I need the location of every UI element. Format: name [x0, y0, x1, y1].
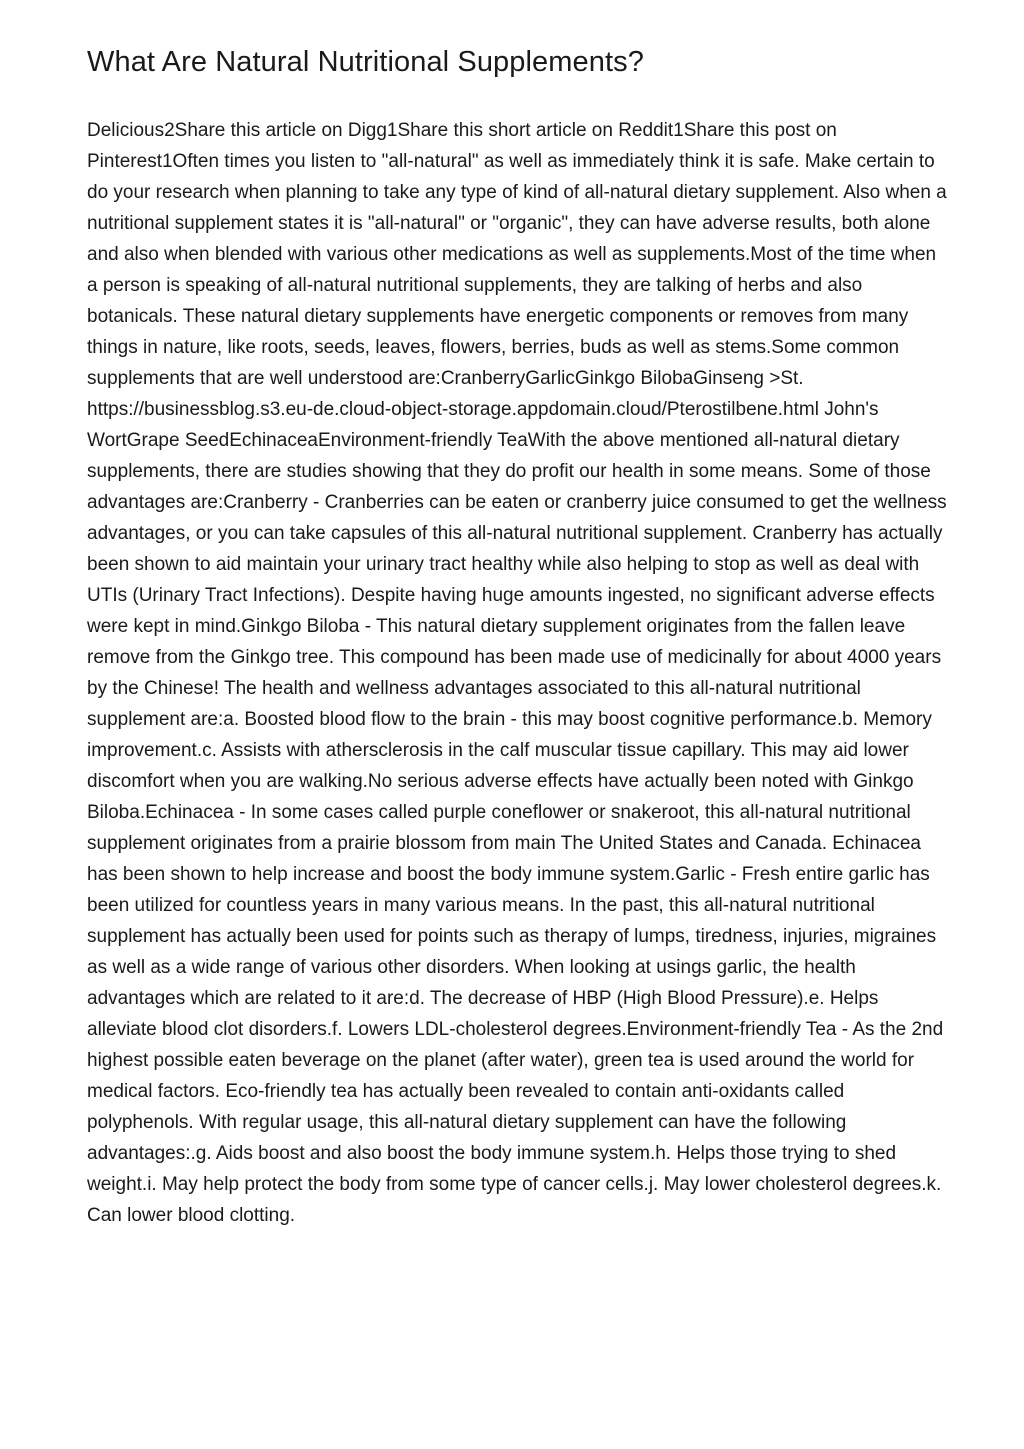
document-page [87, 42, 947, 1231]
article-body: Delicious2Share this article on Digg1Share this short article on Reddit1Share this post on Pinterest1Often times you listen to "all-natural" as well as immediately think it is safe. Make certain to do your research when planning to take any type of kind of all-natural dietary supplement. Also when a nutritional supplement states it is "all-natural" or "organic", they can have adverse results, both alone and also when blended with various other medications as well as supplements.Most of the time when a person is speaking of all-natural nutritional supplements, they are talking of herbs and also botanicals. These natural dietary supplements have energetic components or removes from many things in nature, like roots, seeds, leaves, flowers, berries, buds as well as stems.Some common supplements that are well understood are:CranberryGarlicGinkgo BilobaGinseng >St. https://businessblog.s3.eu-de.cloud-object-storage.appdomain.cloud/Pterostilbene.html John's WortGrape SeedEchinaceaEnvironment-friendly TeaWith the above mentioned all-natural dietary supplements, there are studies showing that they do profit our health in some means. Some of those advantages are:Cranberry - Cranberries can be eaten or cranberry juice consumed to get the wellness advantages, or you can take capsules of this all-natural nutritional supplement. Cranberry has actually been shown to aid maintain your urinary tract healthy while also helping to stop as well as deal with UTIs (Urinary Tract Infections). Despite having huge amounts ingested, no significant adverse effects were kept in mind.Ginkgo Biloba - This natural dietary supplement originates from the fallen leave remove from the Ginkgo tree. This compound has been made use of medicinally for about 4000 years by the Chinese! The health and wellness advantages associated to this all-natural nutritional supplement are:a. Boosted blood flow to the brain - this may boost cognitive performance.b. Memory improvement.c. Assists with athersclerosis in the calf muscular tissue capillary. This may aid lower discomfort when you are walking.No serious adverse effects have actually been noted with Ginkgo Biloba.Echinacea - In some cases called purple coneflower or snakeroot, this all-natural nutritional supplement originates from a prairie blossom from main The United States and Canada. Echinacea has been shown to help increase and boost the body immune system.Garlic - Fresh entire garlic has been utilized for countless years in many various means. In the past, this all-natural nutritional supplement has actually been used for points such as therapy of lumps, tiredness, injuries, migraines as well as a wide range of various other disorders. When looking at usings garlic, the health advantages which are related to it are:d. The decrease of HBP (High Blood Pressure).e. Helps alleviate blood clot disorders.f. Lowers LDL-cholesterol degrees.Environment-friendly Tea - As the 2nd highest possible eaten beverage on the planet (after water), green tea is used around the world for medical factors. Eco-friendly tea has actually been revealed to contain anti-oxidants called polyphenols. With regular usage, this all-natural dietary supplement can have the following advantages:.g. Aids boost and also boost the body immune system.h. Helps those trying to shed weight.i. May help protect the body from some type of cancer cells.j. May lower cholesterol degrees.k. Can lower blood clotting. [87, 120, 947, 1226]
document-title: What Are Natural Nutritional Supplements? [87, 46, 644, 78]
